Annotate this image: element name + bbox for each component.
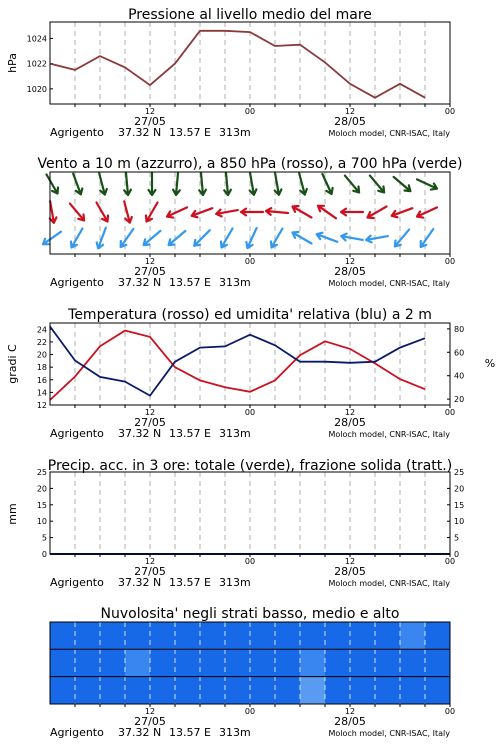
date-label: 28/05 <box>334 715 366 728</box>
y-tick-label: 25 <box>454 468 465 477</box>
wind-10m-arrow <box>366 236 388 243</box>
cloud-cell <box>50 677 76 705</box>
y-tick-label: 5 <box>41 533 47 543</box>
model-credit: Moloch model, CNR-ISAC, Italy <box>328 279 450 288</box>
x-tick-label: 00 <box>444 557 456 566</box>
y-tick-label: 16 <box>36 375 47 385</box>
x-tick-label: 00 <box>244 257 256 266</box>
x-tick-label: 00 <box>244 707 256 716</box>
cloud-cell <box>125 622 151 650</box>
wind-700-arrow <box>370 176 384 193</box>
wind-850-arrow <box>293 206 312 218</box>
location-name: Agrigento <box>50 576 104 589</box>
x-tick-label: 12 <box>344 107 356 116</box>
date-label: 28/05 <box>334 565 366 578</box>
wind-10m-arrow <box>194 230 210 246</box>
y-tick-label: 10 <box>36 517 47 527</box>
cloud-cell <box>125 649 151 677</box>
x-tick-label: 12 <box>144 408 156 417</box>
cloud-cell <box>300 677 326 705</box>
cloud-cell <box>225 622 251 650</box>
y-tick-label: 15 <box>36 500 47 510</box>
wind-850-arrow <box>216 210 238 217</box>
date-label: 27/05 <box>134 115 166 128</box>
x-tick-label: 12 <box>344 257 356 266</box>
date-label: 28/05 <box>334 416 366 429</box>
precip-panel <box>6 458 464 589</box>
wind-850-arrow <box>192 208 213 217</box>
cloud-cell <box>75 677 101 705</box>
precip-title: Precip. acc. in 3 ore: totale (verde), frazione solida (tratt.) <box>47 458 453 474</box>
y-tick-label: 14 <box>36 388 47 398</box>
latitude: 37.32 N <box>118 276 162 289</box>
wind-panel <box>37 156 462 289</box>
cloud-cell <box>400 649 426 677</box>
y-tick-label: 1022 <box>26 59 47 69</box>
cloud-cell <box>100 622 126 650</box>
wind-10m-arrow <box>121 229 134 247</box>
y-tick-label: 20 <box>454 395 465 405</box>
model-credit: Moloch model, CNR-ISAC, Italy <box>328 129 450 138</box>
date-label: 28/05 <box>334 115 366 128</box>
latitude: 37.32 N <box>118 427 162 440</box>
y-tick-label: 20 <box>36 350 47 360</box>
cloud-cell <box>400 677 426 705</box>
elevation: 313m <box>219 576 251 589</box>
x-tick-label: 00 <box>444 408 456 417</box>
wind-700-arrow <box>250 173 257 195</box>
cloud-cell <box>200 677 226 705</box>
cloud-cell <box>200 622 226 650</box>
wind-10m-arrow <box>395 230 409 247</box>
y-tick-label: 40 <box>454 371 465 381</box>
pressure-line <box>50 31 425 98</box>
cloud-cell <box>175 649 201 677</box>
x-tick-label: 12 <box>344 408 356 417</box>
elevation: 313m <box>219 726 251 739</box>
cloud-cell <box>150 622 176 650</box>
wind-10m-arrow <box>421 229 434 247</box>
wind-850-arrow <box>241 209 263 216</box>
wind-10m-arrow <box>246 228 256 248</box>
y-tick-label: 12 <box>36 401 47 410</box>
wind-850-arrow <box>341 209 363 216</box>
longitude: 13.57 E <box>169 427 211 440</box>
model-credit: Moloch model, CNR-ISAC, Italy <box>328 729 450 738</box>
cloud-cell <box>350 677 376 705</box>
cloud-cell <box>300 649 326 677</box>
x-tick-label: 12 <box>144 107 156 116</box>
cloud-cell <box>250 649 276 677</box>
cloud-cell <box>225 649 251 677</box>
wind-10m-arrow <box>144 231 161 245</box>
cloud-cell <box>275 677 301 705</box>
wind-850-arrow <box>368 207 387 219</box>
pressure-panel <box>6 7 455 139</box>
cloud-cell <box>375 622 401 650</box>
cloud-cell <box>350 649 376 677</box>
y-tick-label: 18 <box>36 363 47 373</box>
cloud-cell <box>425 622 451 650</box>
wind-10m-arrow <box>293 232 312 244</box>
wind-700-arrow <box>322 174 332 194</box>
wind-10m-arrow <box>97 228 106 249</box>
cloud-cell <box>125 677 151 705</box>
cloud-cell <box>425 677 451 705</box>
x-tick-label: 12 <box>144 557 156 566</box>
location-name: Agrigento <box>50 276 104 289</box>
y-tick-label: 24 <box>36 325 47 335</box>
cloud-cell <box>75 649 101 677</box>
cloud-cell <box>375 649 401 677</box>
wind-850-arrow <box>318 206 336 219</box>
latitude: 37.32 N <box>118 726 162 739</box>
cloud-cell <box>175 677 201 705</box>
wind-850-arrow <box>70 204 84 221</box>
cloud-cell <box>325 649 351 677</box>
wind-850-arrow <box>266 208 288 215</box>
wind-10m-arrow <box>341 234 363 241</box>
pressure-title: Pressione al livello medio del mare <box>128 7 372 23</box>
wind-10m-arrow <box>271 229 283 248</box>
cloud-cell <box>50 622 76 650</box>
x-tick-label: 00 <box>444 257 456 266</box>
model-credit: Moloch model, CNR-ISAC, Italy <box>328 430 450 439</box>
cloud-cell <box>350 622 376 650</box>
humidity-ylabel: % <box>484 357 496 370</box>
cloud-cell <box>175 622 201 650</box>
longitude: 13.57 E <box>169 576 211 589</box>
elevation: 313m <box>219 427 251 440</box>
location-name: Agrigento <box>50 427 104 440</box>
temp-ylabel: gradi C <box>6 344 19 384</box>
cloud-panel <box>50 606 455 739</box>
wind-700-arrow <box>173 173 180 195</box>
wind-10m-arrow <box>169 231 186 245</box>
x-tick-label: 00 <box>244 107 256 116</box>
temp-panel <box>6 307 495 440</box>
cloud-cell <box>375 677 401 705</box>
x-tick-label: 00 <box>244 557 256 566</box>
cloud-cell <box>150 649 176 677</box>
elevation: 313m <box>219 276 251 289</box>
longitude: 13.57 E <box>169 726 211 739</box>
date-label: 28/05 <box>334 265 366 278</box>
y-tick-label: 20 <box>454 484 465 494</box>
wind-10m-arrow <box>43 232 61 245</box>
x-tick-label: 12 <box>144 707 156 716</box>
wind-700-arrow <box>417 179 437 189</box>
model-credit: Moloch model, CNR-ISAC, Italy <box>328 579 450 588</box>
cloud-cell <box>100 649 126 677</box>
wind-700-arrow <box>47 175 59 194</box>
latitude: 37.32 N <box>118 576 162 589</box>
wind-850-arrow <box>50 201 57 223</box>
temp-title: Temperatura (rosso) ed umidita' relativa (blu) a 2 m <box>68 307 432 323</box>
wind-850-arrow <box>146 203 158 222</box>
x-tick-label: 12 <box>344 557 356 566</box>
location-name: Agrigento <box>50 726 104 739</box>
longitude: 13.57 E <box>169 276 211 289</box>
y-tick-label: 25 <box>36 468 47 477</box>
x-tick-label: 00 <box>244 408 256 417</box>
cloud-cell <box>425 649 451 677</box>
longitude: 13.57 E <box>169 126 211 139</box>
wind-10m-arrow <box>317 233 338 242</box>
wind-10m-arrow <box>221 229 233 248</box>
wind-700-arrow <box>394 177 411 191</box>
wind-850-arrow <box>97 203 109 222</box>
date-label: 27/05 <box>134 715 166 728</box>
x-tick-label: 12 <box>144 257 156 266</box>
cloud-cell <box>75 622 101 650</box>
cloud-cell <box>225 677 251 705</box>
y-tick-label: 60 <box>454 348 465 358</box>
cloud-title: Nuvolosita' negli strati basso, medio e alto <box>100 606 400 622</box>
date-label: 27/05 <box>134 416 166 429</box>
latitude: 37.32 N <box>118 126 162 139</box>
date-label: 27/05 <box>134 265 166 278</box>
precip-ylabel: mm <box>6 503 19 525</box>
cloud-cell <box>50 649 76 677</box>
wind-10m-arrow <box>71 229 83 248</box>
location-name: Agrigento <box>50 126 104 139</box>
y-tick-label: 1024 <box>26 34 47 44</box>
y-tick-label: 22 <box>36 337 47 347</box>
cloud-cell <box>200 649 226 677</box>
cloud-cell <box>100 677 126 705</box>
wind-700-arrow <box>275 173 282 195</box>
wind-title: Vento a 10 m (azzurro), a 850 hPa (rosso), a 700 hPa (verde) <box>37 156 463 172</box>
cloud-cell <box>250 677 276 705</box>
x-tick-label: 00 <box>444 707 456 716</box>
date-label: 27/05 <box>134 565 166 578</box>
y-tick-label: 5 <box>454 533 460 543</box>
cloud-cell <box>325 622 351 650</box>
cloud-cell <box>325 677 351 705</box>
cloud-cell <box>300 622 326 650</box>
y-tick-label: 10 <box>454 517 465 527</box>
y-tick-label: 0 <box>41 550 47 559</box>
elevation: 313m <box>219 126 251 139</box>
y-tick-label: 80 <box>454 324 465 334</box>
wind-850-arrow <box>167 207 187 217</box>
x-tick-label: 00 <box>444 107 456 116</box>
y-tick-label: 0 <box>454 550 460 559</box>
wind-850-arrow <box>392 208 413 217</box>
wind-850-arrow <box>417 207 437 217</box>
cloud-cell <box>275 649 301 677</box>
pressure-ylabel: hPa <box>6 53 19 73</box>
x-tick-label: 12 <box>344 707 356 716</box>
y-tick-label: 15 <box>454 500 465 510</box>
cloud-cell <box>150 677 176 705</box>
humidity-line <box>50 327 425 396</box>
wind-700-arrow <box>345 176 359 193</box>
cloud-cell <box>400 622 426 650</box>
cloud-cell <box>275 622 301 650</box>
y-tick-label: 1020 <box>26 84 47 94</box>
y-tick-label: 20 <box>36 484 47 494</box>
cloud-cell <box>250 622 276 650</box>
